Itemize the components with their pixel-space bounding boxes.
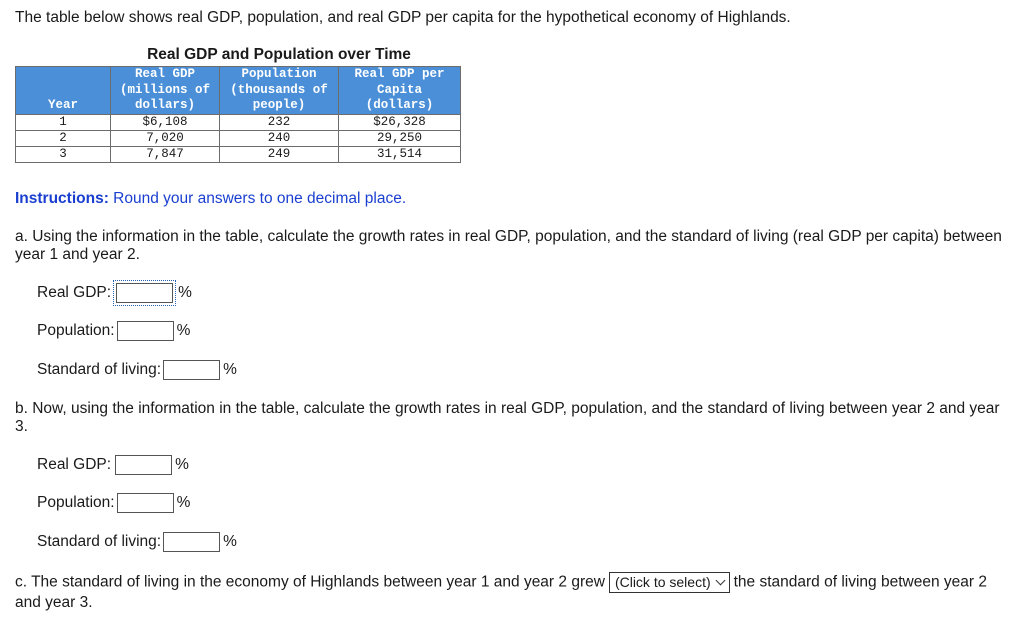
percent-unit: % (176, 494, 191, 511)
cell-year: 3 (16, 146, 111, 162)
part-a-standard-of-living-row (37, 360, 237, 380)
header-line: people) (252, 98, 306, 112)
cell-year: 2 (16, 130, 111, 146)
gdp-table (15, 66, 461, 163)
field-label: Real GDP: (37, 284, 112, 301)
instructions-label: Instructions: (15, 190, 109, 207)
part-b-real-gdp-row (37, 455, 189, 475)
cell-gdp-per-capita: 31,514 (339, 146, 461, 162)
cell-real-gdp: 7,020 (111, 130, 220, 146)
header-line: dollars) (134, 98, 195, 112)
header-line: Year (47, 98, 78, 112)
part-a-standard-of-living-input[interactable] (163, 360, 220, 380)
part-a-prompt: a. Using the information in the table, calculate the growth rates in real GDP, population, and the standard of living (real GDP per capita) between year 1 and year 2. (15, 228, 1002, 263)
percent-unit: % (223, 361, 237, 378)
part-b-standard-of-living-input[interactable] (163, 532, 220, 552)
percent-unit: % (175, 456, 189, 473)
cell-gdp-per-capita: $26,328 (339, 114, 461, 130)
part-b-population-row (37, 493, 190, 513)
field-label: Real GDP: (37, 456, 112, 473)
cell-real-gdp: 7,847 (111, 146, 220, 162)
part-c-prompt (15, 572, 1015, 612)
field-label: Population: (37, 494, 115, 511)
part-a-real-gdp-row (37, 283, 192, 303)
table-row (16, 146, 461, 162)
table-row (16, 130, 461, 146)
cell-gdp-per-capita: 29,250 (339, 130, 461, 146)
header-population (220, 67, 339, 115)
part-a-population-input[interactable] (117, 321, 174, 341)
chevron-down-icon (715, 576, 725, 586)
instructions (15, 190, 406, 208)
part-b-standard-of-living-row (37, 532, 237, 552)
header-line: Real GDP per (354, 67, 445, 81)
intro-text: The table below shows real GDP, population, and real GDP per capita for the hypothetical economy of Highlands. (15, 9, 791, 26)
header-line: Real GDP (134, 67, 195, 81)
table-header-row (16, 67, 461, 115)
cell-population: 249 (220, 146, 339, 162)
header-real-gdp (111, 67, 220, 115)
header-line: Population (241, 67, 317, 81)
cell-population: 240 (220, 130, 339, 146)
instructions-text: Round your answers to one decimal place. (108, 190, 407, 207)
header-line: (thousands of (230, 82, 328, 97)
cell-population: 232 (220, 114, 339, 130)
part-b-prompt: b. Now, using the information in the table, calculate the growth rates in real GDP, population, and the standard of living between year 2 and year 3. (15, 400, 1000, 435)
header-line: (millions of (119, 82, 210, 97)
part-b-population-input[interactable] (117, 493, 174, 513)
percent-unit: % (178, 284, 192, 301)
field-label: Standard of living: (37, 361, 162, 378)
part-b-real-gdp-input[interactable] (115, 455, 172, 475)
header-line: (dollars) (365, 98, 434, 112)
field-label: Population: (37, 322, 115, 339)
header-real-gdp-per-capita (339, 67, 461, 115)
field-label: Standard of living: (37, 533, 162, 550)
percent-unit: % (223, 533, 237, 550)
table-caption: Real GDP and Population over Time (147, 46, 411, 63)
percent-unit: % (176, 322, 191, 339)
part-a-real-gdp-input[interactable] (116, 283, 173, 303)
part-a-population-row (37, 321, 190, 341)
part-c-text-before: c. The standard of living in the economy of Highlands between year 1 and year 2 grew (15, 573, 605, 591)
table-row (16, 114, 461, 130)
header-line: Capita (376, 82, 422, 97)
header-year (16, 67, 111, 115)
growth-comparison-select[interactable] (609, 572, 730, 593)
part-c-text-after: the standard of living between year 2 and year 3. (15, 573, 987, 611)
select-label: (Click to select) (614, 574, 711, 590)
cell-real-gdp: $6,108 (111, 114, 220, 130)
cell-year: 1 (16, 114, 111, 130)
